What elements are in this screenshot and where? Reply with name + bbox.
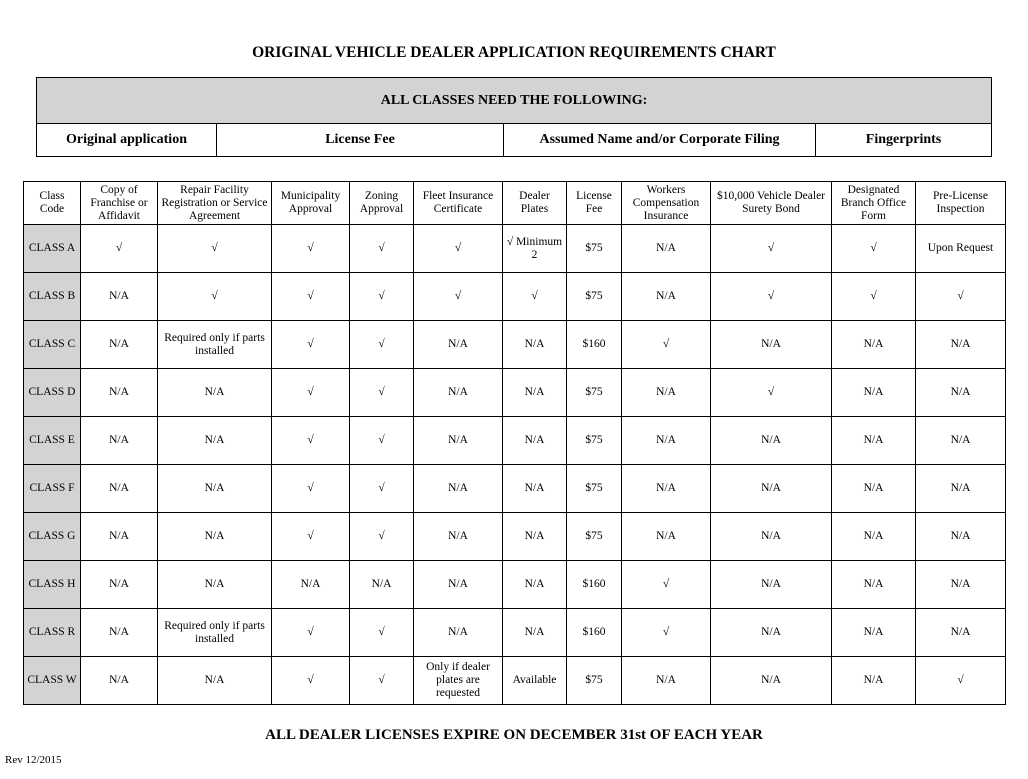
requirements-table bbox=[23, 181, 1006, 705]
table-row bbox=[24, 657, 1006, 705]
requirement-cell: N/A bbox=[711, 321, 832, 369]
requirement-cell: N/A bbox=[622, 369, 711, 417]
requirement-cell: $75 bbox=[567, 513, 622, 561]
all-classes-table bbox=[36, 77, 992, 157]
requirement-cell: N/A bbox=[414, 417, 503, 465]
requirement-cell: N/A bbox=[711, 465, 832, 513]
column-header: Designated Branch Office Form bbox=[832, 182, 916, 225]
requirement-cell: N/A bbox=[414, 513, 503, 561]
requirement-cell: N/A bbox=[503, 561, 567, 609]
requirement-cell: √ bbox=[622, 609, 711, 657]
requirement-cell: √ bbox=[414, 225, 503, 273]
class-code-cell: CLASS H bbox=[24, 561, 81, 609]
requirement-cell: √ bbox=[916, 273, 1006, 321]
requirement-cell: N/A bbox=[81, 273, 158, 321]
requirement-cell: N/A bbox=[832, 465, 916, 513]
requirement-cell: √ bbox=[272, 369, 350, 417]
requirement-cell: N/A bbox=[81, 561, 158, 609]
requirement-cell: $75 bbox=[567, 225, 622, 273]
requirement-cell: N/A bbox=[622, 273, 711, 321]
class-code-cell: CLASS C bbox=[24, 321, 81, 369]
class-code-cell: CLASS A bbox=[24, 225, 81, 273]
column-header: License Fee bbox=[567, 182, 622, 225]
requirement-cell: N/A bbox=[503, 321, 567, 369]
requirement-cell: N/A bbox=[711, 417, 832, 465]
column-header: Dealer Plates bbox=[503, 182, 567, 225]
requirement-cell: √ bbox=[832, 273, 916, 321]
requirement-cell: N/A bbox=[622, 417, 711, 465]
requirement-cell: N/A bbox=[832, 561, 916, 609]
requirement-cell: N/A bbox=[916, 321, 1006, 369]
requirement-cell: N/A bbox=[503, 417, 567, 465]
requirement-cell: √ bbox=[272, 513, 350, 561]
requirement-cell: N/A bbox=[916, 609, 1006, 657]
requirement-cell: N/A bbox=[916, 465, 1006, 513]
requirement-cell: N/A bbox=[158, 417, 272, 465]
requirement-cell: N/A bbox=[832, 321, 916, 369]
class-code-cell: CLASS R bbox=[24, 609, 81, 657]
requirement-cell: √ bbox=[158, 225, 272, 273]
column-header: $10,000 Vehicle Dealer Surety Bond bbox=[711, 182, 832, 225]
class-code-cell: CLASS W bbox=[24, 657, 81, 705]
requirement-cell: N/A bbox=[503, 609, 567, 657]
requirement-cell: N/A bbox=[832, 369, 916, 417]
table-row bbox=[24, 321, 1006, 369]
requirement-cell: √ bbox=[350, 657, 414, 705]
requirement-cell: √ bbox=[350, 225, 414, 273]
requirement-cell: √ bbox=[916, 657, 1006, 705]
requirement-cell: $160 bbox=[567, 321, 622, 369]
requirement-cell: $75 bbox=[567, 465, 622, 513]
column-header: Repair Facility Registration or Service Agreement bbox=[158, 182, 272, 225]
table-row bbox=[24, 273, 1006, 321]
requirement-cell: √ bbox=[414, 273, 503, 321]
class-code-cell: CLASS B bbox=[24, 273, 81, 321]
requirement-license-fee: License Fee bbox=[217, 124, 504, 157]
requirement-cell: √ bbox=[350, 369, 414, 417]
table-row bbox=[24, 225, 1006, 273]
requirement-cell: √ bbox=[272, 657, 350, 705]
requirement-cell: N/A bbox=[158, 657, 272, 705]
requirement-cell: N/A bbox=[622, 465, 711, 513]
table-row bbox=[24, 465, 1006, 513]
class-code-cell: CLASS D bbox=[24, 369, 81, 417]
requirement-cell: N/A bbox=[81, 465, 158, 513]
column-header: Copy of Franchise or Affidavit bbox=[81, 182, 158, 225]
requirement-cell: N/A bbox=[622, 225, 711, 273]
column-header: Municipality Approval bbox=[272, 182, 350, 225]
requirement-cell: N/A bbox=[622, 513, 711, 561]
requirement-cell: √ Minimum 2 bbox=[503, 225, 567, 273]
requirement-cell: N/A bbox=[414, 609, 503, 657]
requirement-cell: $75 bbox=[567, 417, 622, 465]
requirement-cell: N/A bbox=[832, 609, 916, 657]
requirement-cell: N/A bbox=[81, 513, 158, 561]
requirement-cell: √ bbox=[81, 225, 158, 273]
class-code-cell: CLASS G bbox=[24, 513, 81, 561]
requirement-cell: N/A bbox=[503, 369, 567, 417]
requirement-cell: √ bbox=[350, 609, 414, 657]
requirement-cell: N/A bbox=[832, 417, 916, 465]
column-header: Pre-License Inspection bbox=[916, 182, 1006, 225]
column-header: Zoning Approval bbox=[350, 182, 414, 225]
requirement-cell: N/A bbox=[81, 417, 158, 465]
requirement-cell: $75 bbox=[567, 273, 622, 321]
requirement-cell: N/A bbox=[414, 561, 503, 609]
requirement-cell: N/A bbox=[414, 465, 503, 513]
requirement-cell: Only if dealer plates are requested bbox=[414, 657, 503, 705]
requirement-cell: √ bbox=[272, 273, 350, 321]
requirement-cell: Required only if parts installed bbox=[158, 321, 272, 369]
requirement-cell: N/A bbox=[414, 321, 503, 369]
table-row bbox=[24, 561, 1006, 609]
requirement-cell: N/A bbox=[81, 609, 158, 657]
requirement-cell: N/A bbox=[350, 561, 414, 609]
requirement-cell: N/A bbox=[81, 321, 158, 369]
requirement-cell: N/A bbox=[711, 657, 832, 705]
requirement-cell: √ bbox=[272, 225, 350, 273]
requirement-cell: √ bbox=[503, 273, 567, 321]
requirement-cell: $75 bbox=[567, 657, 622, 705]
revision-label: Rev 12/2015 bbox=[5, 754, 62, 766]
column-header: Fleet Insurance Certificate bbox=[414, 182, 503, 225]
requirement-cell: N/A bbox=[503, 513, 567, 561]
requirement-cell: N/A bbox=[81, 657, 158, 705]
requirement-cell: N/A bbox=[916, 513, 1006, 561]
table-row bbox=[24, 513, 1006, 561]
requirement-cell: Available bbox=[503, 657, 567, 705]
requirement-cell: N/A bbox=[158, 369, 272, 417]
requirement-fingerprints: Fingerprints bbox=[816, 124, 992, 157]
requirement-cell: $160 bbox=[567, 609, 622, 657]
requirement-cell: N/A bbox=[711, 513, 832, 561]
requirement-cell: √ bbox=[350, 273, 414, 321]
requirement-cell: √ bbox=[158, 273, 272, 321]
requirement-cell: √ bbox=[711, 369, 832, 417]
requirement-cell: √ bbox=[272, 609, 350, 657]
requirement-cell: $75 bbox=[567, 369, 622, 417]
requirement-cell: √ bbox=[832, 225, 916, 273]
requirement-cell: N/A bbox=[503, 465, 567, 513]
requirement-cell: N/A bbox=[272, 561, 350, 609]
requirement-cell: √ bbox=[350, 321, 414, 369]
requirement-cell: N/A bbox=[158, 465, 272, 513]
requirement-cell: N/A bbox=[916, 561, 1006, 609]
requirement-cell: √ bbox=[711, 225, 832, 273]
class-code-cell: CLASS E bbox=[24, 417, 81, 465]
requirement-original-application: Original application bbox=[37, 124, 217, 157]
table-row bbox=[24, 417, 1006, 465]
requirement-cell: √ bbox=[350, 417, 414, 465]
column-header: Class Code bbox=[24, 182, 81, 225]
requirement-cell: N/A bbox=[622, 657, 711, 705]
requirement-cell: N/A bbox=[158, 561, 272, 609]
requirement-cell: N/A bbox=[916, 369, 1006, 417]
requirement-cell: √ bbox=[622, 561, 711, 609]
requirement-cell: √ bbox=[350, 465, 414, 513]
expiration-note: ALL DEALER LICENSES EXPIRE ON DECEMBER 31st OF EACH YEAR bbox=[265, 727, 763, 743]
requirement-cell: N/A bbox=[916, 417, 1006, 465]
table-header-row bbox=[24, 182, 1006, 225]
requirement-cell: N/A bbox=[832, 657, 916, 705]
table-row bbox=[24, 369, 1006, 417]
requirement-cell: √ bbox=[711, 273, 832, 321]
page-title: ORIGINAL VEHICLE DEALER APPLICATION REQUIREMENTS CHART bbox=[252, 44, 776, 61]
requirement-cell: Upon Request bbox=[916, 225, 1006, 273]
requirement-cell: √ bbox=[622, 321, 711, 369]
requirement-cell: $160 bbox=[567, 561, 622, 609]
requirement-cell: N/A bbox=[711, 609, 832, 657]
requirement-cell: Required only if parts installed bbox=[158, 609, 272, 657]
requirement-cell: √ bbox=[272, 417, 350, 465]
requirement-cell: √ bbox=[272, 321, 350, 369]
table-row bbox=[24, 609, 1006, 657]
requirement-cell: N/A bbox=[832, 513, 916, 561]
class-code-cell: CLASS F bbox=[24, 465, 81, 513]
all-classes-header: ALL CLASSES NEED THE FOLLOWING: bbox=[37, 78, 992, 124]
requirement-assumed-name: Assumed Name and/or Corporate Filing bbox=[504, 124, 816, 157]
requirement-cell: √ bbox=[272, 465, 350, 513]
requirement-cell: N/A bbox=[711, 561, 832, 609]
column-header: Workers Compensation Insurance bbox=[622, 182, 711, 225]
requirement-cell: N/A bbox=[414, 369, 503, 417]
requirement-cell: N/A bbox=[81, 369, 158, 417]
requirement-cell: N/A bbox=[158, 513, 272, 561]
requirement-cell: √ bbox=[350, 513, 414, 561]
